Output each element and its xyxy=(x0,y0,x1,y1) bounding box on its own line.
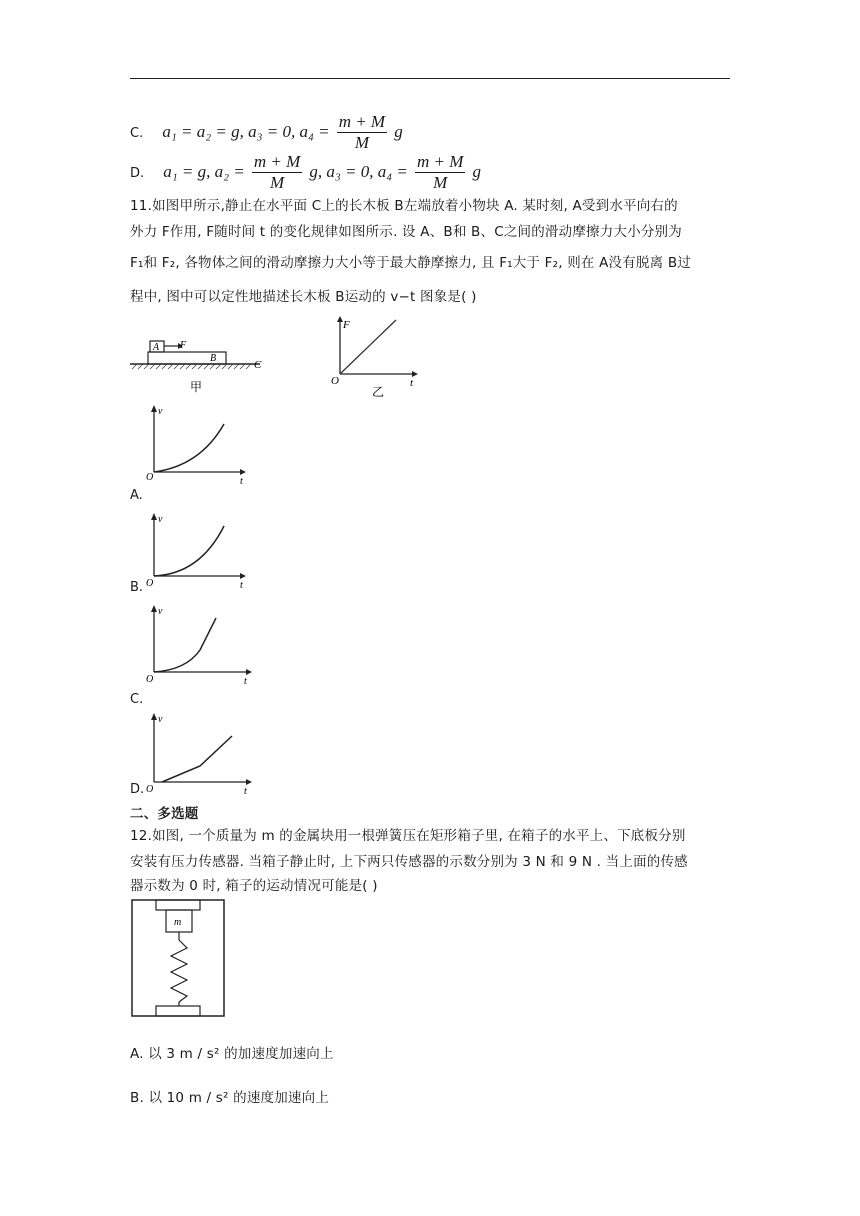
label-t: t xyxy=(244,676,247,686)
label-t: t xyxy=(240,476,243,487)
fraction-2 xyxy=(415,152,465,193)
option-label: D. xyxy=(130,166,145,181)
header-rule xyxy=(130,78,730,79)
option-label: C. xyxy=(130,126,144,141)
section-heading: 二、多选题 xyxy=(130,806,199,822)
formula-lhs: a₁ = g, a₂ = xyxy=(163,162,245,181)
axis-y-arrow xyxy=(151,713,157,720)
curve xyxy=(154,618,216,672)
label-b: B xyxy=(210,353,217,364)
option-c-label: C. xyxy=(130,692,144,707)
label-t: t xyxy=(244,786,247,794)
axis-x-arrow xyxy=(246,669,252,675)
option-d-prev xyxy=(130,152,481,193)
vt-graph-b xyxy=(140,508,260,592)
q12-option-b: B. 以 10 m / s² 的速度加速向上 xyxy=(130,1090,330,1106)
axis-y-arrow xyxy=(151,605,157,612)
q11-line-4: 程中, 图中可以定性地描述长木板 B运动的 v−t 图象是( ) xyxy=(130,289,477,305)
label-o: O xyxy=(146,472,154,483)
fraction-1 xyxy=(252,152,302,193)
mass-label: m xyxy=(174,917,182,928)
curve xyxy=(162,736,232,782)
label-f: F xyxy=(180,340,187,351)
denominator: M xyxy=(354,133,369,152)
q11-line-2: 外力 F作用, F随时间 t 的变化规律如图所示. 设 A、B和 B、C之间的滑动摩擦力大小分别为 xyxy=(130,224,682,240)
figure-jia xyxy=(128,336,268,396)
q12-line-2: 安装有压力传感器. 当箱子静止时, 上下两只传感器的示数分别为 3 N 和 9 N . 当上面的传感 xyxy=(130,854,688,870)
option-d-label: D. xyxy=(130,782,145,797)
numerator: m + M xyxy=(253,152,301,171)
axis-x-arrow xyxy=(240,469,246,475)
label-o: O xyxy=(146,674,154,685)
option-a-label: A. xyxy=(130,488,143,503)
denominator: M xyxy=(269,173,285,192)
spring-box-figure xyxy=(130,898,226,1020)
formula-tail: g xyxy=(394,122,403,141)
label-c: C xyxy=(254,359,262,371)
axis-x-arrow xyxy=(240,573,246,579)
axis-y-arrow xyxy=(151,513,157,520)
axis-y-arrow xyxy=(151,405,157,412)
q11-line-3: F₁和 F₂, 各物体之间的滑动摩擦力大小等于最大静摩擦力, 且 F₁大于 F₂, 则在 A没有脱离 B过 xyxy=(130,255,692,271)
label-v: v xyxy=(158,406,163,417)
formula-lhs: a₁ = a₂ = g, a₃ = 0, a₄ = xyxy=(162,122,330,141)
bottom-sensor xyxy=(156,1006,200,1016)
denominator: M xyxy=(433,173,448,192)
q12-option-a: A. 以 3 m / s² 的加速度加速向上 xyxy=(130,1046,334,1062)
axis-x-arrow xyxy=(246,779,252,785)
label-t: t xyxy=(240,580,243,591)
label-o: O xyxy=(146,578,154,589)
vt-graph-d xyxy=(140,708,264,794)
curve xyxy=(154,424,224,472)
label-a: A xyxy=(153,342,160,353)
top-sensor xyxy=(156,900,200,910)
spring xyxy=(171,940,187,1002)
label-v: v xyxy=(158,514,163,525)
vt-graph-c xyxy=(140,600,264,686)
label-t: t xyxy=(410,377,414,389)
label-f: F xyxy=(343,319,350,331)
caption-yi: 乙 xyxy=(372,385,385,398)
formula-tail: g xyxy=(472,162,481,181)
curve xyxy=(154,526,224,576)
numerator: m + M xyxy=(338,112,386,131)
q12-line-1: 12.如图, 一个质量为 m 的金属块用一根弹簧压在矩形箱子里, 在箱子的水平上、下底板分别 xyxy=(130,828,686,844)
vt-graph-a xyxy=(140,400,260,488)
label-v: v xyxy=(158,606,163,617)
option-c-prev xyxy=(130,112,403,153)
q11-line-1: 11.如图甲所示,静止在水平面 C上的长木板 B左端放着小物块 A. 某时刻, A受到水平向右的 xyxy=(130,198,678,214)
q12-line-3: 器示数为 0 时, 箱子的运动情况可能是( ) xyxy=(130,878,378,894)
label-o: O xyxy=(331,375,339,387)
fraction xyxy=(337,112,387,153)
numerator: m + M xyxy=(416,152,464,171)
figure-yi xyxy=(328,314,428,398)
option-b-label: B. xyxy=(130,580,144,595)
formula-mid: g, a₃ = 0, a₄ = xyxy=(309,162,408,181)
label-v: v xyxy=(158,714,163,725)
label-o: O xyxy=(146,784,154,794)
caption-jia: 甲 xyxy=(190,380,203,394)
